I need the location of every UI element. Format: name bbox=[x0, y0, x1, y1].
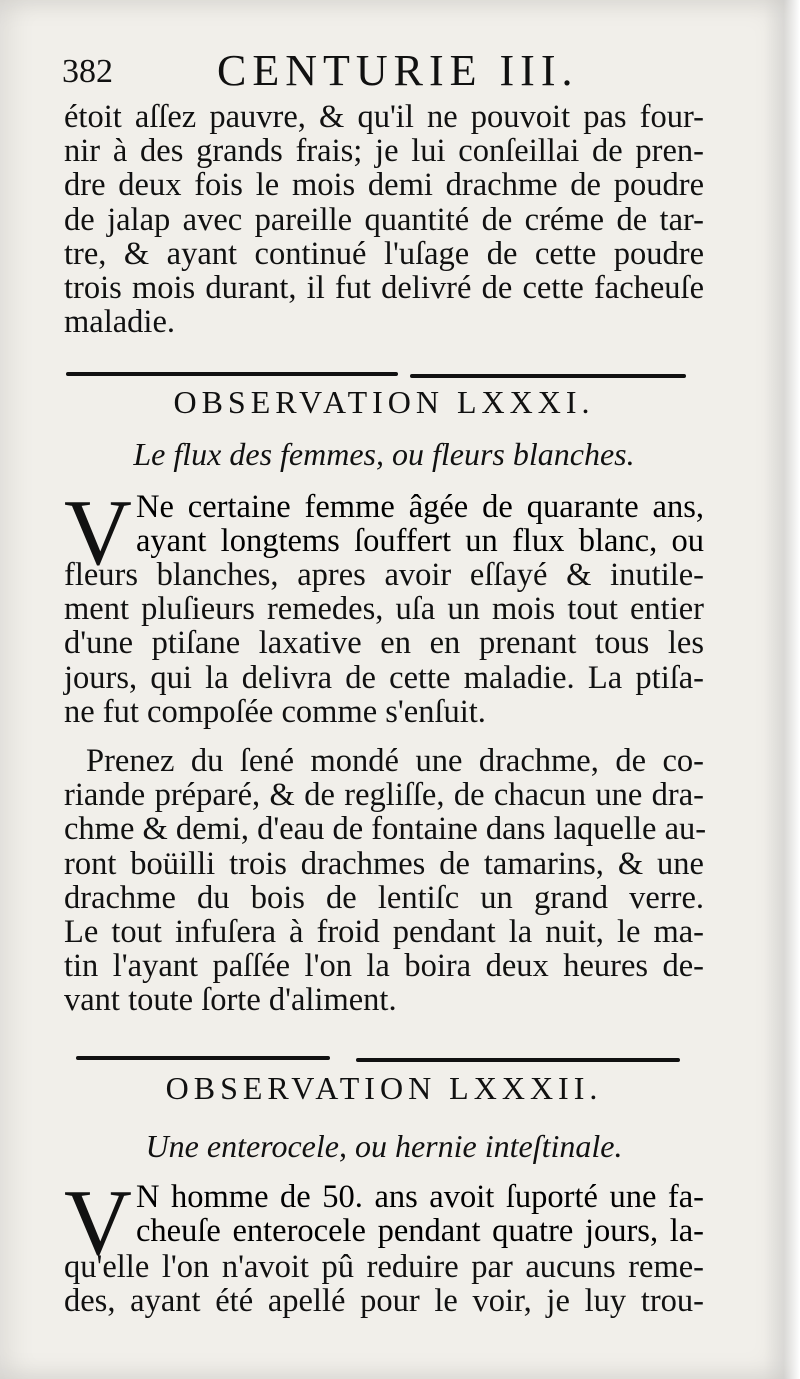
section-rule-left bbox=[76, 1056, 330, 1060]
text-line: qu'elle l'on n'avoit pû reduire par aucuns reme- bbox=[64, 1249, 704, 1285]
text-line: ront boüilli trois drachmes de tamarins, & une bbox=[64, 845, 704, 882]
text-line: des, ayant été apellé pour le voir, je luy trou- bbox=[64, 1283, 704, 1320]
text-line: N homme de 50. ans avoit ſuporté une fa- bbox=[136, 1179, 704, 1215]
observation-82-paragraph bbox=[64, 1250, 704, 1318]
observation-82-opening bbox=[136, 1180, 704, 1248]
observation-81-recipe bbox=[64, 743, 707, 1019]
section-rule-right bbox=[410, 374, 686, 378]
page-number: 382 bbox=[62, 53, 113, 90]
section-rule-left bbox=[66, 372, 398, 376]
text-line: ayant longtems ſouffert un flux blanc, ou bbox=[136, 523, 704, 560]
observation-81-opening bbox=[136, 490, 704, 558]
text-line: ne fut compoſée comme s'enſuit. bbox=[64, 693, 486, 730]
drop-cap-letter: V bbox=[64, 481, 132, 585]
text-line: Le tout infuſera à froid pendant la nuit, le ma- bbox=[64, 914, 704, 951]
text-line: riande préparé, & de regliſſe, de chacun une dra- bbox=[64, 777, 704, 814]
observation-81-subtitle: Le flux des femmes, ou fleurs blanches. bbox=[133, 436, 635, 472]
text-line: dre deux fois le mois demi drachme de poudre bbox=[64, 167, 704, 204]
page-gutter-shadow bbox=[764, 0, 800, 1379]
text-line: étoit aſſez pauvre, & qu'il ne pouvoit pas four- bbox=[64, 99, 704, 135]
text-line: Prenez du ſené mondé une drachme, de co- bbox=[86, 743, 704, 779]
drop-cap-letter: V bbox=[64, 1171, 132, 1275]
text-line: tin l'ayant paſſée l'on la boira deux heures de- bbox=[64, 948, 704, 985]
text-line: maladie. bbox=[64, 304, 175, 341]
text-line: trois mois durant, il fut delivré de cette facheuſe bbox=[64, 270, 704, 307]
observation-81-title: OBSERVATION LXXXI. bbox=[173, 384, 595, 420]
text-line: tre, & ayant continué l'uſage de cette poudre bbox=[64, 235, 704, 272]
page-header bbox=[62, 45, 702, 95]
text-line: jours, qui la delivra de cette maladie. La ptiſa- bbox=[64, 659, 704, 696]
observation-82-subtitle: Une enterocele, ou hernie inteſtinale. bbox=[145, 1128, 623, 1164]
text-line: chme & demi, d'eau de fontaine dans laquelle au- bbox=[64, 811, 707, 848]
observation-82-title: OBSERVATION LXXXII. bbox=[165, 1070, 603, 1106]
observation-81-paragraph bbox=[64, 558, 704, 729]
text-line: cheuſe enterocele pendant quatre jours, la- bbox=[136, 1213, 704, 1250]
text-line: de jalap avec pareille quantité de créme de tar- bbox=[64, 201, 704, 238]
section-rule-right bbox=[356, 1058, 680, 1062]
text-line: vant toute ſorte d'aliment. bbox=[64, 982, 397, 1019]
text-line: fleurs blanches, apres avoir eſſayé & inutile- bbox=[64, 557, 704, 593]
continuation-paragraph bbox=[64, 100, 704, 339]
text-line: nir à des grands frais; je lui conſeillai de pren- bbox=[64, 133, 704, 170]
text-line: ment pluſieurs remedes, uſa un mois tout entier bbox=[64, 591, 704, 628]
running-title: CENTURIE III. bbox=[217, 46, 579, 95]
text-line: Ne certaine femme âgée de quarante ans, bbox=[136, 489, 704, 525]
text-line: drachme du bois de lentiſc un grand verre. bbox=[64, 879, 704, 916]
text-line: d'une ptiſane laxative en en prenant tous les bbox=[64, 625, 704, 662]
